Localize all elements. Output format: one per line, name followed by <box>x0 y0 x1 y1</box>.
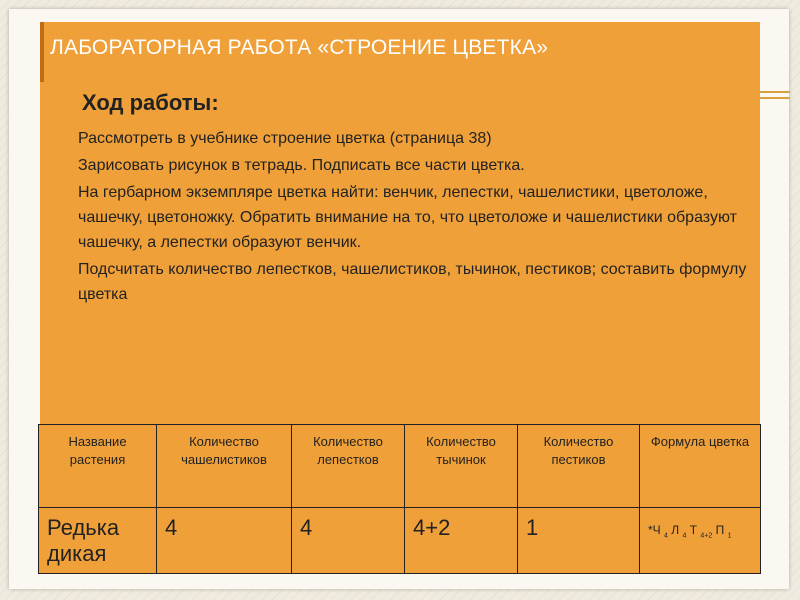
table-row <box>39 508 761 574</box>
procedure-heading: Ход работы: <box>82 90 219 115</box>
cell-stamens-count: 4+2 <box>405 508 518 574</box>
decorative-line <box>760 91 790 93</box>
step-item: Зарисовать рисунок в тетрадь. Подписать все части цветка. <box>78 157 525 174</box>
header-petals-count: Количество лепестков <box>292 425 405 508</box>
header-flower-formula: Формула цветка <box>640 425 761 508</box>
title-band-edge <box>40 22 44 82</box>
header-plant-name: Название растения <box>39 425 157 508</box>
cell-plant-name: Редька дикая <box>39 508 157 574</box>
formula-stamens-sub: 4+2 <box>700 532 713 540</box>
cell-flower-formula <box>640 508 761 574</box>
step-item: Рассмотреть в учебнике строение цветка (страница 38) <box>78 130 492 147</box>
procedure-steps <box>78 126 753 309</box>
formula-pistils-letter: П <box>715 523 725 537</box>
formula-sepals-sub: 4 <box>664 532 668 540</box>
slide-title: ЛАБОРАТОРНАЯ РАБОТА «СТРОЕНИЕ ЦВЕТКА» <box>50 36 549 59</box>
header-stamens-count: Количество тычинок <box>405 425 518 508</box>
formula-pistils-sub: 1 <box>727 532 732 540</box>
table-header-row <box>39 425 761 508</box>
formula-petals-letter: Л <box>671 523 680 537</box>
header-pistils-count: Количество пестиков <box>518 425 640 508</box>
step-item: На гербарном экземпляре цветка найти: венчик, лепестки, чашелистики, цветоложе, чашечку, цветоножку. Обратить внимание на то, что цветоложе и чашелистики образуют чашечку, а лепестки образуют венчик. <box>78 184 737 251</box>
formula-prefix: *Ч <box>648 523 661 537</box>
header-sepals-count: Количество чашелистиков <box>157 425 292 508</box>
step-item: Подсчитать количество лепестков, чашелистиков, тычинок, пестиков; составить формулу цветка <box>78 261 747 303</box>
decorative-line <box>760 97 790 99</box>
cell-pistils-count: 1 <box>518 508 640 574</box>
results-table <box>38 424 761 574</box>
cell-petals-count: 4 <box>292 508 405 574</box>
cell-sepals-count: 4 <box>157 508 292 574</box>
formula-petals-sub: 4 <box>682 532 687 540</box>
formula-stamens-letter: Т <box>689 523 698 537</box>
